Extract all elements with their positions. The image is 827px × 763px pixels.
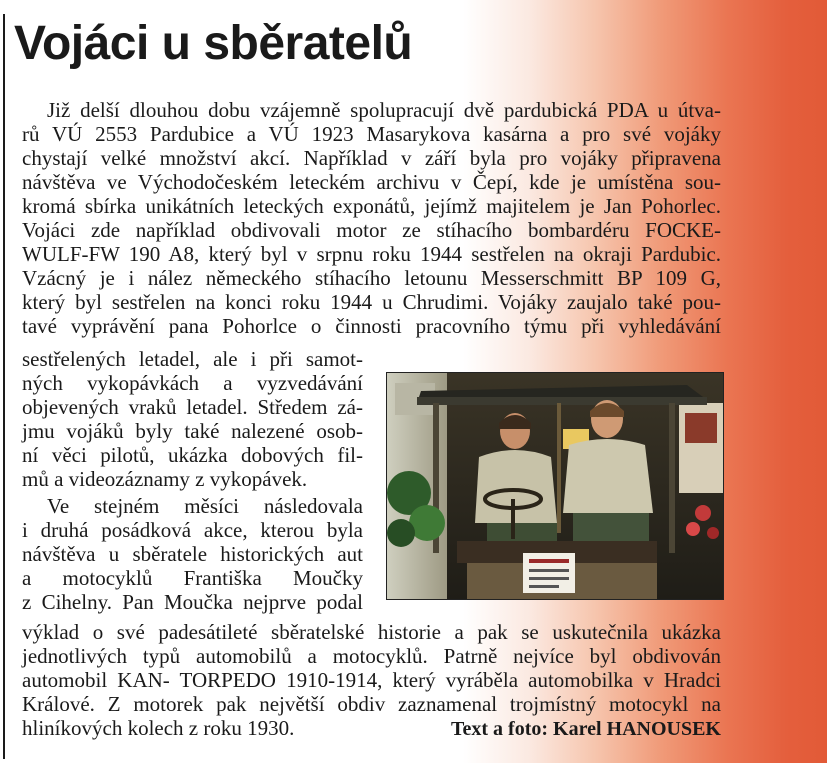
- body-line: který byl sestřelen na konci roku 1944 u Chrudimi. Vojáky zaujalo také pou-: [22, 290, 721, 314]
- body-line: Vojáci zde například obdivovali motor ze stíhacího bombardéru FOCKE-: [22, 218, 721, 242]
- body-line: mů a videozáznamy z vykopávek.: [22, 467, 308, 491]
- body-line: jmu vojáků byly také nalezené osob-: [22, 419, 363, 443]
- body-line: kromá sbírka unikátních leteckých exponátů, jejímž majitelem je Jan Pohorlec.: [22, 194, 721, 218]
- body-line: automobil KAN- TORPEDO 1910-1914, který vyráběla automobilka v Hradci: [22, 668, 721, 692]
- photo-soldiers-in-vintage-car: [387, 373, 723, 599]
- body-line: sestřelených letadel, ale i při samot-: [22, 347, 363, 371]
- body-line: Králové. Z motorek pak největší obdiv zaznamenal trojmístný motocykl na: [22, 692, 721, 716]
- body-line: návštěva u sběratele historických aut: [22, 542, 363, 566]
- body-line: objevených vraků letadel. Středem zá-: [22, 395, 363, 419]
- body-line: jednotlivých typů automobilů a motocyklů. Patrně nejvíce byl obdivován: [22, 644, 721, 668]
- body-line: Vzácný je i nález německého stíhacího letounu Messerschmitt BP 109 G,: [22, 266, 721, 290]
- body-line: z Cihelny. Pan Moučka nejprve podal: [22, 590, 363, 614]
- body-line: tavé vyprávění pana Pohorlce o činnosti pracovního týmu při vyhledávání: [22, 314, 721, 338]
- left-margin-rule: [3, 14, 5, 759]
- body-line: hliníkových kolech z roku 1930.: [22, 716, 295, 740]
- article-byline: Text a foto: Karel HANOUSEK: [451, 718, 721, 740]
- body-line: i druhá posádková akce, kterou byla: [22, 518, 363, 542]
- body-line: Již delší dlouhou dobu vzájemně spolupracují dvě pardubická PDA u útva-: [47, 98, 721, 122]
- body-line: ní věci pilotů, ukázka dobových fil-: [22, 443, 363, 467]
- body-line: rů VÚ 2553 Pardubice a VÚ 1923 Masarykova kasárna a pro své vojáky: [22, 122, 721, 146]
- body-line: a motocyklů Františka Moučky: [22, 566, 363, 590]
- body-line: Ve stejném měsíci následovala: [47, 494, 363, 518]
- article-title: Vojáci u sběratelů: [14, 17, 413, 70]
- body-line: návštěva ve Východočeském leteckém archivu v Čepí, kde je umístěna sou-: [22, 170, 721, 194]
- body-line: výklad o své padesátileté sběratelské historie a pak se uskutečnila ukázka: [22, 620, 721, 644]
- body-line: ných vykopávkách a vyzvedávání: [22, 371, 363, 395]
- body-line: chystají velké množství akcí. Například v září byla pro vojáky připravena: [22, 146, 721, 170]
- body-line: WULF-FW 190 A8, který byl v srpnu roku 1944 sestřelen na okraji Pardubic.: [22, 242, 721, 266]
- article-photo: [386, 372, 724, 600]
